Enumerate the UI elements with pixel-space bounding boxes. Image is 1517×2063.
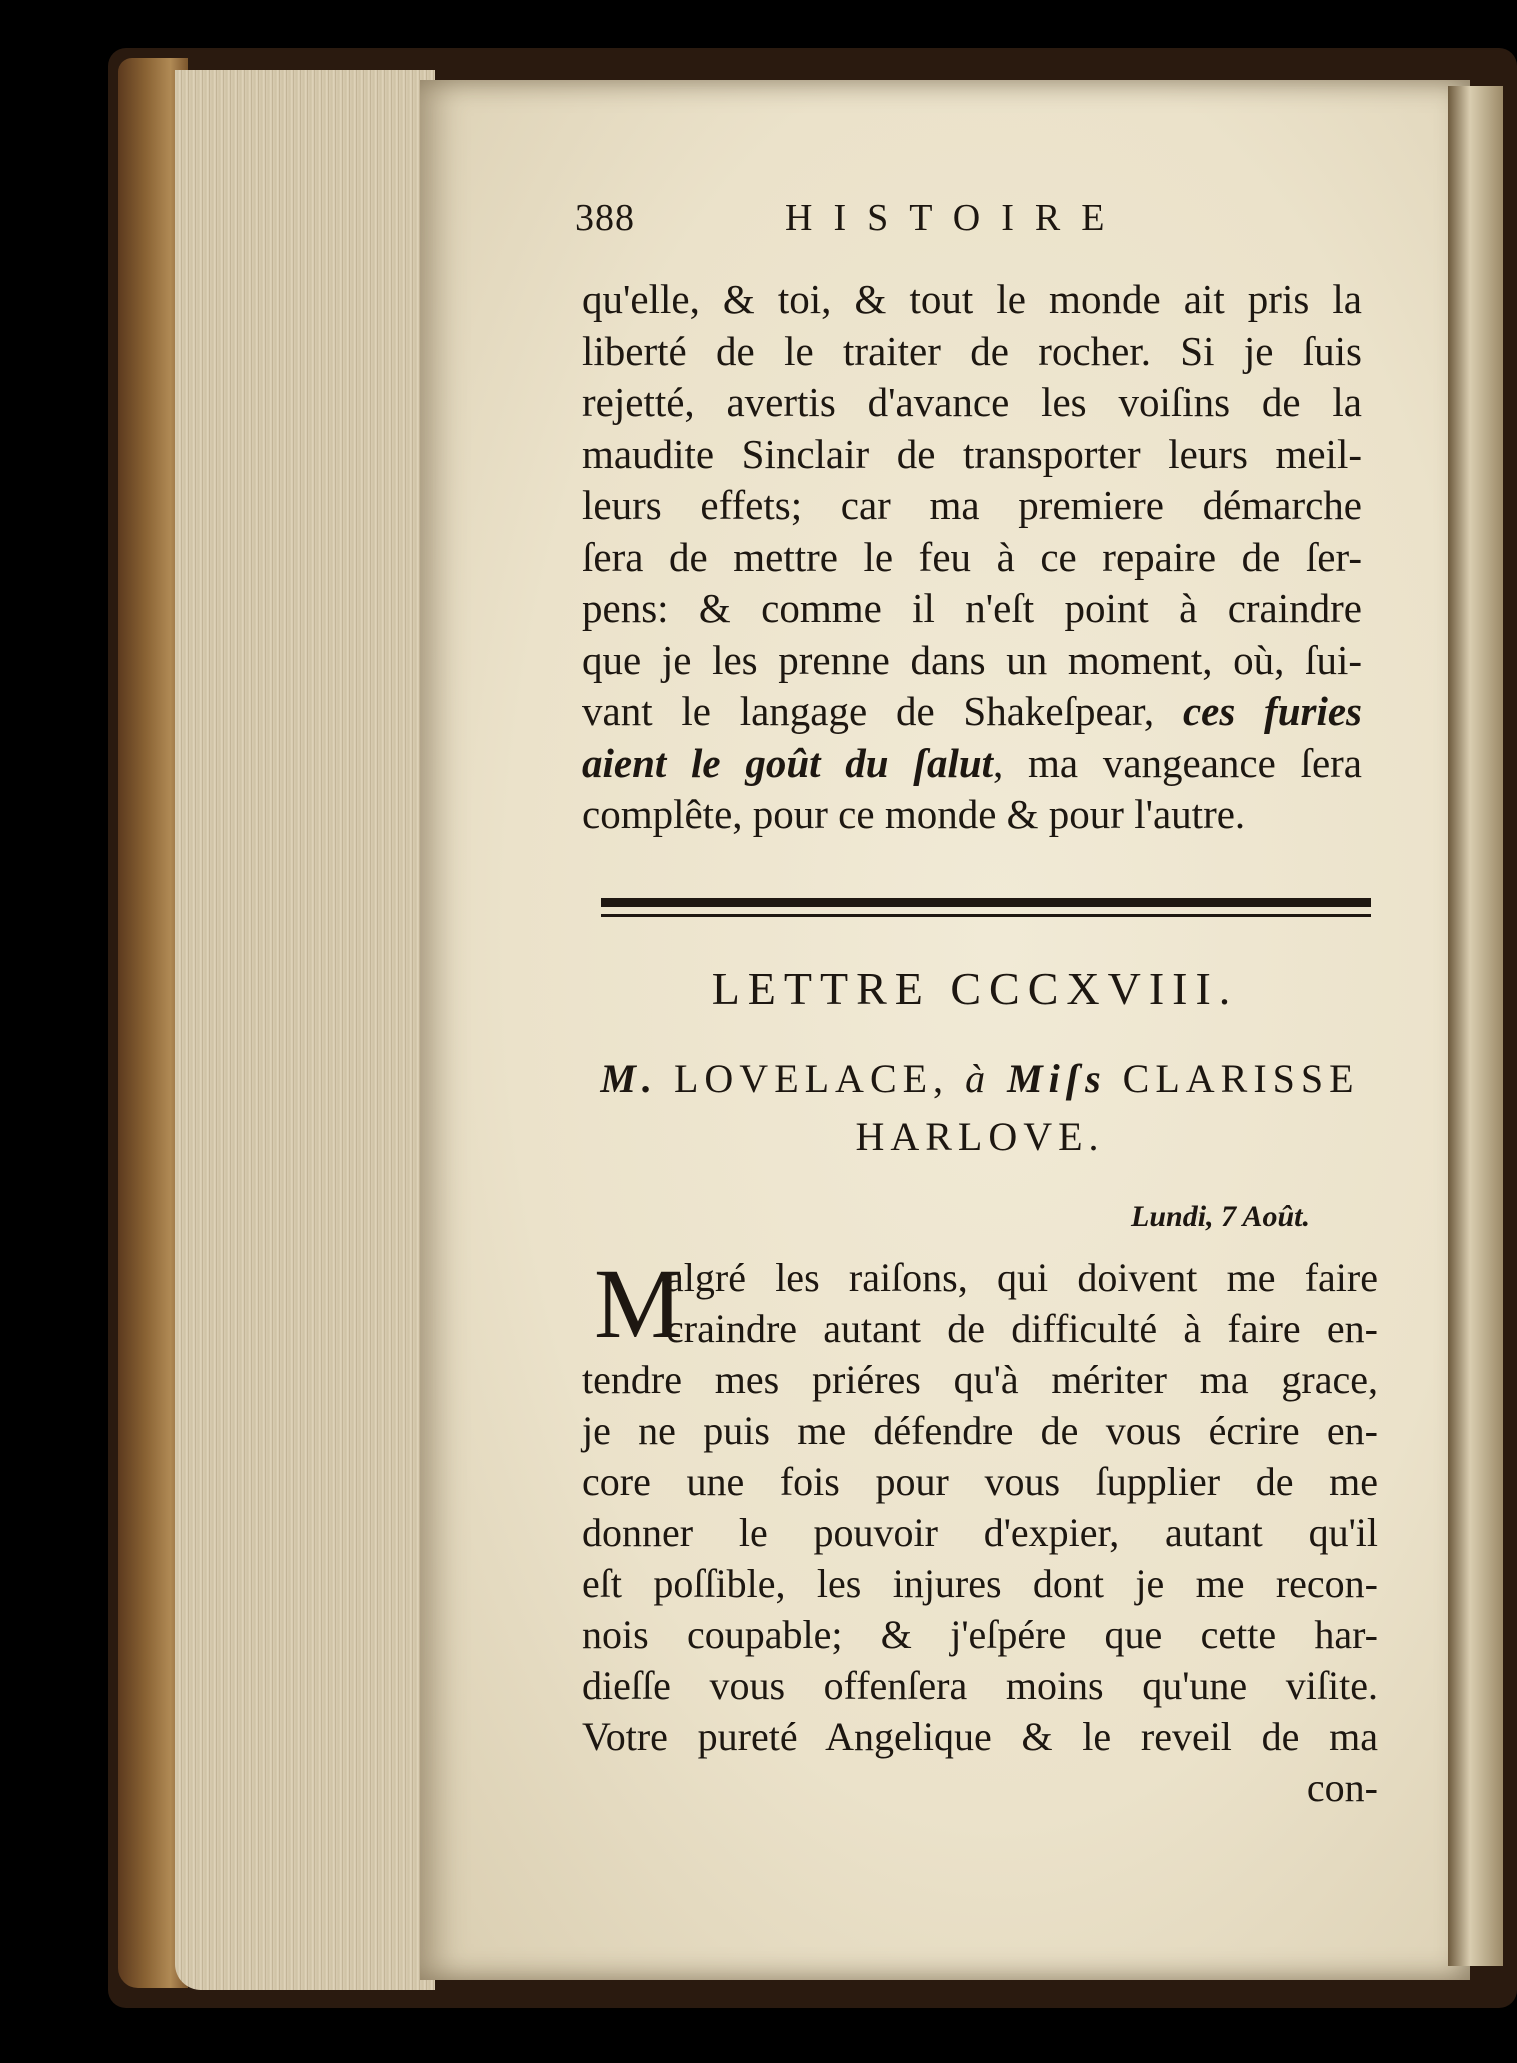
recipient-title: Miſs	[1007, 1056, 1107, 1101]
text-line: rejetté, avertis d'avance les voiſins de la	[582, 379, 1362, 425]
text-line: algré les raiſons, qui doivent me faire	[666, 1255, 1378, 1300]
text-line: donner le pouvoir d'expier, autant qu'il	[582, 1510, 1378, 1555]
text-line: Votre pureté Angelique & le reveil de ma	[582, 1714, 1378, 1759]
sender-title: M.	[600, 1056, 658, 1101]
address-line-1	[590, 1050, 1370, 1108]
text-line: tendre mes priéres qu'à mériter ma grace,	[582, 1357, 1378, 1402]
recipient-name: CLARISSE	[1122, 1056, 1360, 1101]
section-divider-thin	[601, 914, 1371, 917]
text-line: nois coupable; & j'eſpére que cette har-	[582, 1612, 1378, 1657]
text-line-with-quote	[582, 686, 1362, 738]
text-line: ſera de mettre le feu à ce repaire de ſer-	[582, 533, 1362, 580]
catchword: con-	[1306, 1765, 1378, 1810]
running-title: HISTOIRE	[785, 197, 1126, 239]
page-header	[575, 196, 1175, 256]
text-line: qu'elle, & toi, & tout le monde ait pris la	[582, 276, 1362, 322]
text-line: maudite Sinclair de transporter leurs meil-	[582, 430, 1362, 477]
text-line: liberté de le traiter de rocher. Si je ſuis	[582, 327, 1362, 374]
text-line: craindre autant de difficulté à faire en-	[666, 1306, 1378, 1351]
italic-quote: aient le goût du ſalut	[582, 739, 994, 786]
next-page-edge	[1448, 86, 1503, 1966]
text-line: core une fois pour vous ſupplier de me	[582, 1459, 1378, 1504]
text-line-with-quote: aient le goût du ſalut, ma vangeance ſera	[582, 739, 1362, 786]
sender-name: LOVELACE,	[673, 1056, 950, 1101]
text-line: que je les prenne dans un moment, où, ſui-	[582, 636, 1362, 683]
page-number: 388	[575, 197, 635, 239]
text-line: leurs effets; car ma premiere démarche	[582, 482, 1362, 528]
drop-cap: M	[594, 1248, 683, 1359]
letter-heading: LETTRE CCCXVIII.	[711, 963, 1239, 1014]
letter-address	[590, 1050, 1370, 1166]
text-line: complête, pour ce monde & pour l'autre.	[582, 791, 1246, 837]
letter-date: Lundi, 7 Août.	[1131, 1200, 1310, 1233]
address-to-word: à	[965, 1056, 992, 1101]
letter-body	[582, 1248, 1378, 1813]
section-divider-thick	[601, 898, 1371, 907]
text-line: je ne puis me défendre de vous écrire en-	[582, 1408, 1378, 1453]
text-segment: vant le langage de Shakeſpear,	[582, 688, 1155, 734]
address-line-2: HARLOVE.	[855, 1114, 1105, 1159]
page-edges	[175, 70, 435, 1990]
text-line: eſt poſſible, les injures dont je me recon-	[582, 1561, 1378, 1606]
text-segment: ma vangeance ſera	[1028, 739, 1362, 786]
text-line: dieſſe vous offenſera moins qu'une viſite.	[582, 1663, 1378, 1708]
previous-letter-text	[582, 274, 1362, 841]
italic-quote: ces furies	[1182, 688, 1363, 734]
text-line: pens: & comme il n'eſt point à craindre	[582, 585, 1362, 631]
